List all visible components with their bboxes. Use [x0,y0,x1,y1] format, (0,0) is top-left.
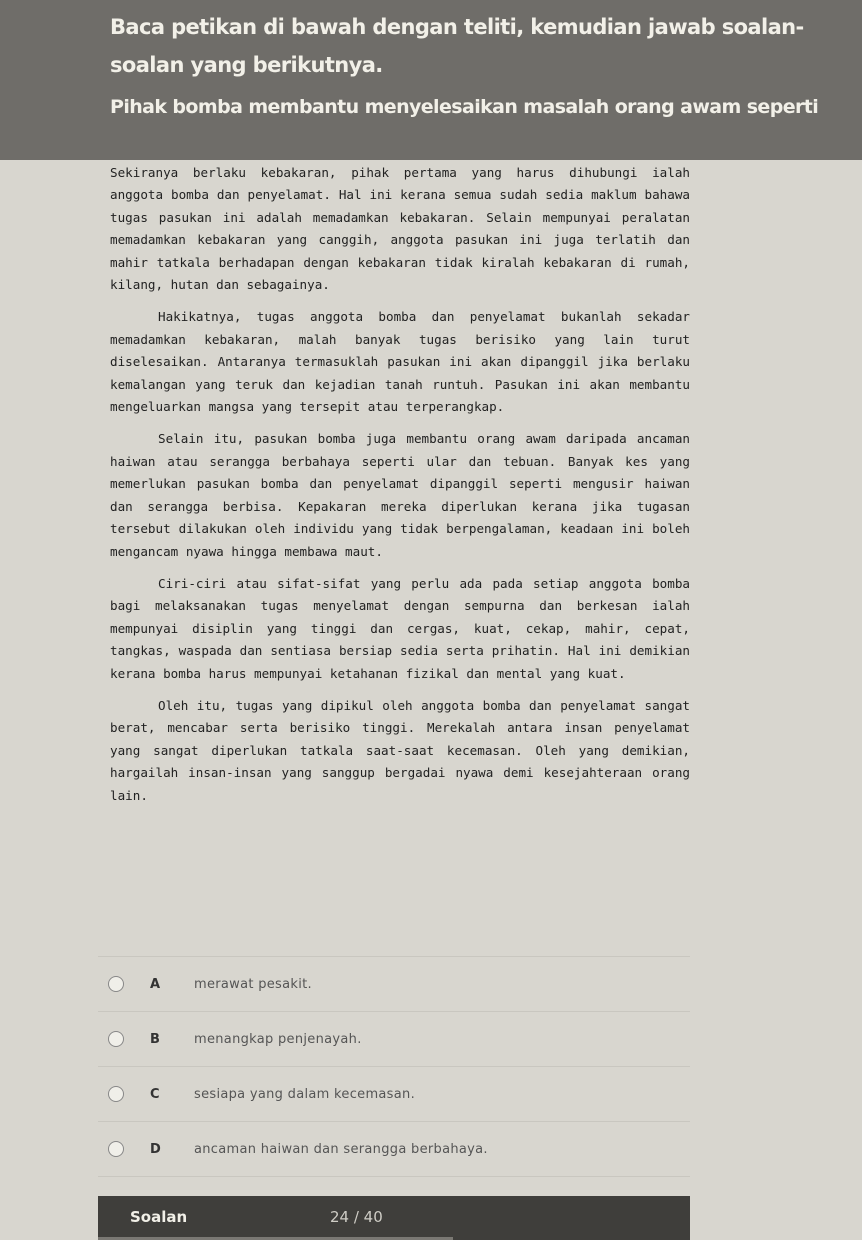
passage [110,162,690,817]
instruction-text: Baca petikan di bawah dengan teliti, kemudian jawab soalan-soalan yang berikutnya. [110,15,804,77]
passage-paragraph: Oleh itu, tugas yang dipikul oleh anggota bomba dan penyelamat sangat berat, mencabar serta berisiko tinggi. Merekalah antara insan penyelamat yang sangat diperlukan tatkala saat-saat kecemasan. Oleh yang demikian, hargailah insan-insan yang sanggup bergadai nyawa demi kesejahteraan orang lain. [110,697,690,803]
passage-paragraph: Selain itu, pasukan bomba juga membantu orang awam daripada ancaman haiwan atau serangga berbahaya seperti ular dan tebuan. Banyak kes yang memerlukan pasukan bomba dan penyelamat dipanggil seperti mengusir haiwan dan serangga berbisa. Kepakaran mereka diperlukan kerana jika tugasan tersebut dilakukan oleh individu yang tidak berpengalaman, keadaan ini boleh mengancam nyawa hingga membawa maut. [110,431,690,559]
option-b[interactable] [98,1011,690,1066]
option-a[interactable] [98,956,690,1011]
option-letter: D [150,1141,161,1157]
header [0,0,862,160]
option-c[interactable] [98,1066,690,1121]
option-text: menangkap penjenayah. [194,1031,362,1047]
option-d[interactable] [98,1121,690,1177]
passage-paragraph: Hakikatnya, tugas anggota bomba dan penyelamat bukanlah sekadar memadamkan kebakaran, malah banyak tugas berisiko yang lain turut diselesaikan. Antaranya termasuklah pasukan ini akan dipanggil jika berlaku kemalangan yang teruk dan kejadian tanah runtuh. Pasukan ini akan membantu mengeluarkan mangsa yang tersepit atau terperangkap. [110,309,690,415]
option-text: sesiapa yang dalam kecemasan. [194,1086,415,1102]
option-text: merawat pesakit. [194,976,312,992]
radio-button[interactable] [108,1031,124,1047]
question-label: Soalan [130,1208,188,1226]
option-letter: A [150,976,161,992]
answer-options [98,956,690,1177]
option-letter: B [150,1031,160,1047]
passage-paragraph: Sekiranya berlaku kebakaran, pihak pertama yang harus dihubungi ialah anggota bomba dan penyelamat. Hal ini kerana semua sudah sedia maklum bahawa tugas pasukan ini adalah memadamkan kebakaran. Selain mempunyai peralatan memadamkan kebakaran yang canggih, anggota pasukan ini juga terlatih dan mahir tatkala berhadapan dengan kebakaran tidak kiralah kebakaran di rumah, kilang, hutan dan sebagainya. [110,165,690,293]
radio-button[interactable] [108,1141,124,1157]
radio-button[interactable] [108,976,124,992]
option-letter: C [150,1086,160,1102]
option-text: ancaman haiwan dan serangga berbahaya. [194,1141,488,1157]
question-stem: Pihak bomba membantu menyelesaikan masalah orang awam seperti [110,96,819,118]
question-footer [98,1196,690,1240]
radio-button[interactable] [108,1086,124,1102]
passage-paragraph: Ciri-ciri atau sifat-sifat yang perlu ada pada setiap anggota bomba bagi melaksanakan tugas menyelamat dengan sempurna dan berkesan ialah mempunyai disiplin yang tinggi dan cergas, kuat, cekap, mahir, cepat, tangkas, waspada dan sentiasa bersiap sedia serta prihatin. Hal ini demikian kerana bomba harus mempunyai ketahanan fizikal dan mental yang kuat. [110,575,690,681]
question-counter: 24 / 40 [330,1208,383,1226]
